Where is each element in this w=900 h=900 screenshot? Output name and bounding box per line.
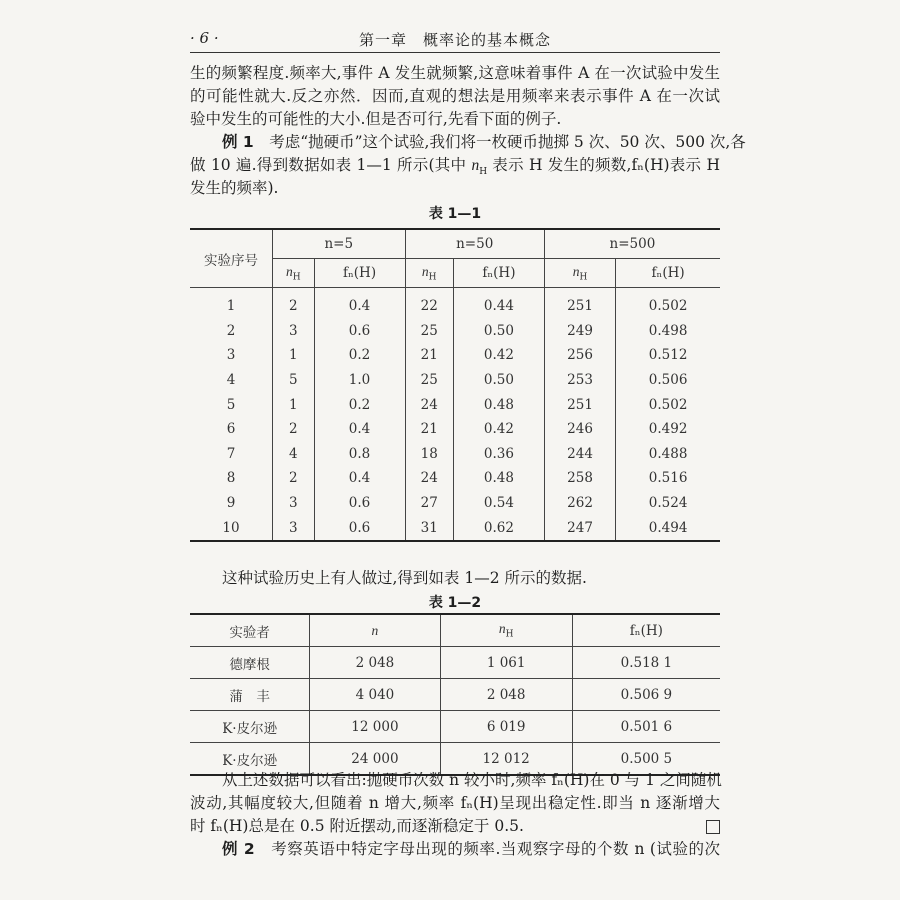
table-cell: 0.6 [314,491,405,516]
math-sub: H [292,272,301,283]
table-cell: 251 [544,392,615,417]
chapter-title: 第一章 概率论的基本概念 [358,31,551,49]
table-cell: 0.488 [616,442,720,467]
table-cell: 244 [544,442,615,467]
table-cell: 0.54 [453,491,544,516]
table-cell: 31 [405,515,453,541]
column-header: 实验者 [190,614,310,647]
qed-box-icon [706,820,720,834]
text-line [190,815,720,838]
table-cell: 0.498 [616,319,720,344]
table-cell: 2 [273,417,315,442]
table-cell: 253 [544,368,615,393]
table-cell: 249 [544,319,615,344]
table-cell: 9 [190,491,273,516]
text-line: 这种试验历史上有人做过,得到如表 1—2 所示的数据. [222,569,587,587]
table-cell: 0.4 [314,417,405,442]
table-cell: 0.492 [616,417,720,442]
text: 考察英语中特定字母出现的频率.当观察字母的个数 n (试验的次 [271,840,720,858]
text: 考虑“抛硬币”这个试验,我们将一枚硬币抛掷 5 次、50 次、500 次,各 [269,133,746,151]
nh-header [273,259,315,288]
math-n: n [285,263,293,279]
table-cell: 0.506 [616,368,720,393]
table-1-1 [190,228,720,542]
table-cell: 24 000 [310,743,440,776]
example-label: 例 1 [222,133,254,151]
table-cell: 0.500 5 [572,743,720,776]
table-cell: 0.62 [453,515,544,541]
text-line: 发生的频率). [190,179,279,197]
text-line: 从上述数据可以看出:抛硬币次数 n 较小时,频率 fₙ(H)在 0 与 1 之间随机 [222,771,722,789]
group-header: n=5 [273,229,406,259]
table-cell: 0.494 [616,515,720,541]
table-cell: 1 [190,288,273,319]
table-cell: 8 [190,466,273,491]
table-cell: 247 [544,515,615,541]
table-cell: 0.48 [453,466,544,491]
table-cell: K·皮尔逊 [190,743,310,776]
table-cell: 1.0 [314,368,405,393]
table-cell: 262 [544,491,615,516]
table-cell: 10 [190,515,273,541]
table-cell: 0.50 [453,319,544,344]
table-cell: 6 [190,417,273,442]
table-1-2 [190,613,720,776]
text-line: 波动,其幅度较大,但随着 n 增大,频率 fₙ(H)呈现出稳定性.即当 n 逐渐增大 [190,794,720,812]
table-cell: 0.42 [453,417,544,442]
table-cell: 18 [405,442,453,467]
history-paragraph [190,567,720,590]
table-row [190,711,720,743]
table-cell: 0.6 [314,515,405,541]
table-cell: 24 [405,466,453,491]
table-cell: 4 [273,442,315,467]
math-sub: H [505,629,514,640]
math-n: n [572,263,580,279]
math-n: n [421,263,429,279]
table-cell: 256 [544,343,615,368]
table-cell: 2 [190,319,273,344]
table-row [190,343,720,368]
table-cell: 246 [544,417,615,442]
page-number: · 6 · [190,29,219,47]
table-cell: 6 019 [440,711,572,743]
table-row [190,515,720,541]
intro-paragraph [190,62,746,200]
table-cell: 0.518 1 [572,647,720,679]
table-cell: 1 [273,392,315,417]
table-cell: K·皮尔逊 [190,711,310,743]
table-cell: 0.2 [314,343,405,368]
table-cell: 2 [273,288,315,319]
example-1-line [190,131,746,154]
example-2-line [190,838,720,861]
table-cell: 0.516 [616,466,720,491]
table-cell: 2 [273,466,315,491]
text-line: 生的频繁程度.频率大,事件 A 发生就频繁,这意味着事件 A 在一次试验中发生 [190,64,720,82]
table-row [190,288,720,319]
running-header [190,29,720,51]
table-row [190,319,720,344]
table-cell: 4 040 [310,679,440,711]
text: 表示 H 发生的频数,fₙ(H)表示 H [487,156,720,174]
table-cell: 0.4 [314,466,405,491]
text: 做 10 遍.得到数据如表 1—1 所示(其中 [190,156,472,174]
table-cell: 0.42 [453,343,544,368]
table-cell: 0.524 [616,491,720,516]
column-header: fₙ(H) [572,614,720,647]
fn-header: fₙ(H) [314,259,405,288]
table-cell: 0.502 [616,392,720,417]
math-sub: H [428,272,437,283]
table-row [190,368,720,393]
table-cell: 25 [405,368,453,393]
nh-header [405,259,453,288]
math-n: n [498,621,506,637]
table-cell: 251 [544,288,615,319]
table-cell: 0.36 [453,442,544,467]
header-rule [190,52,720,53]
table-cell: 蒲 丰 [190,679,310,711]
table-cell: 12 000 [310,711,440,743]
table-row [190,466,720,491]
table-cell: 1 061 [440,647,572,679]
table-cell: 0.48 [453,392,544,417]
group-header: n=500 [544,229,720,259]
math-sub: H [479,167,488,178]
table-cell: 22 [405,288,453,319]
math-sub: H [579,272,588,283]
table-cell: 7 [190,442,273,467]
table-cell: 5 [190,392,273,417]
table-cell: 0.506 9 [572,679,720,711]
text-line: 的可能性就大.反之亦然．因而,直观的想法是用频率来表示事件 A 在一次试 [190,87,720,105]
table-cell: 25 [405,319,453,344]
table-cell: 0.512 [616,343,720,368]
table-1-caption: 表 1—1 [428,206,482,222]
table-cell: 0.6 [314,319,405,344]
table-cell: 3 [190,343,273,368]
table-cell: 258 [544,466,615,491]
table-cell: 德摩根 [190,647,310,679]
example-label: 例 2 [222,840,255,858]
column-header [310,614,440,647]
table-cell: 0.501 6 [572,711,720,743]
table-cell: 24 [405,392,453,417]
table-cell: 0.4 [314,288,405,319]
table-cell: 3 [273,515,315,541]
table-cell: 1 [273,343,315,368]
table-cell: 3 [273,319,315,344]
fn-header: fₙ(H) [453,259,544,288]
text-line: 验中发生的可能性的大小.但是否可行,先看下面的例子. [190,110,562,128]
table-cell: 0.2 [314,392,405,417]
table-cell: 0.502 [616,288,720,319]
table-cell: 4 [190,368,273,393]
table-cell: 0.44 [453,288,544,319]
table-cell: 3 [273,491,315,516]
conclusion-paragraph [190,769,720,861]
table-cell: 27 [405,491,453,516]
table-cell: 12 012 [440,743,572,776]
table-cell: 0.50 [453,368,544,393]
table-row [190,491,720,516]
table-cell: 2 048 [310,647,440,679]
table-row [190,679,720,711]
table-row [190,647,720,679]
table-cell: 21 [405,343,453,368]
table-2-caption: 表 1—2 [428,595,482,611]
column-header [440,614,572,647]
table-row [190,442,720,467]
fn-header: fₙ(H) [616,259,720,288]
nh-header [544,259,615,288]
math-n: n [471,157,480,174]
table-cell: 2 048 [440,679,572,711]
table-cell: 0.8 [314,442,405,467]
row-header: 实验序号 [190,229,273,288]
example-1-line [190,154,720,177]
table-cell: 5 [273,368,315,393]
table-row [190,392,720,417]
table-row [190,417,720,442]
math-n: n [371,622,379,638]
text: 时 fₙ(H)总是在 0.5 附近摆动,而逐渐稳定于 0.5. [190,817,524,835]
group-header: n=50 [405,229,544,259]
table-cell: 21 [405,417,453,442]
